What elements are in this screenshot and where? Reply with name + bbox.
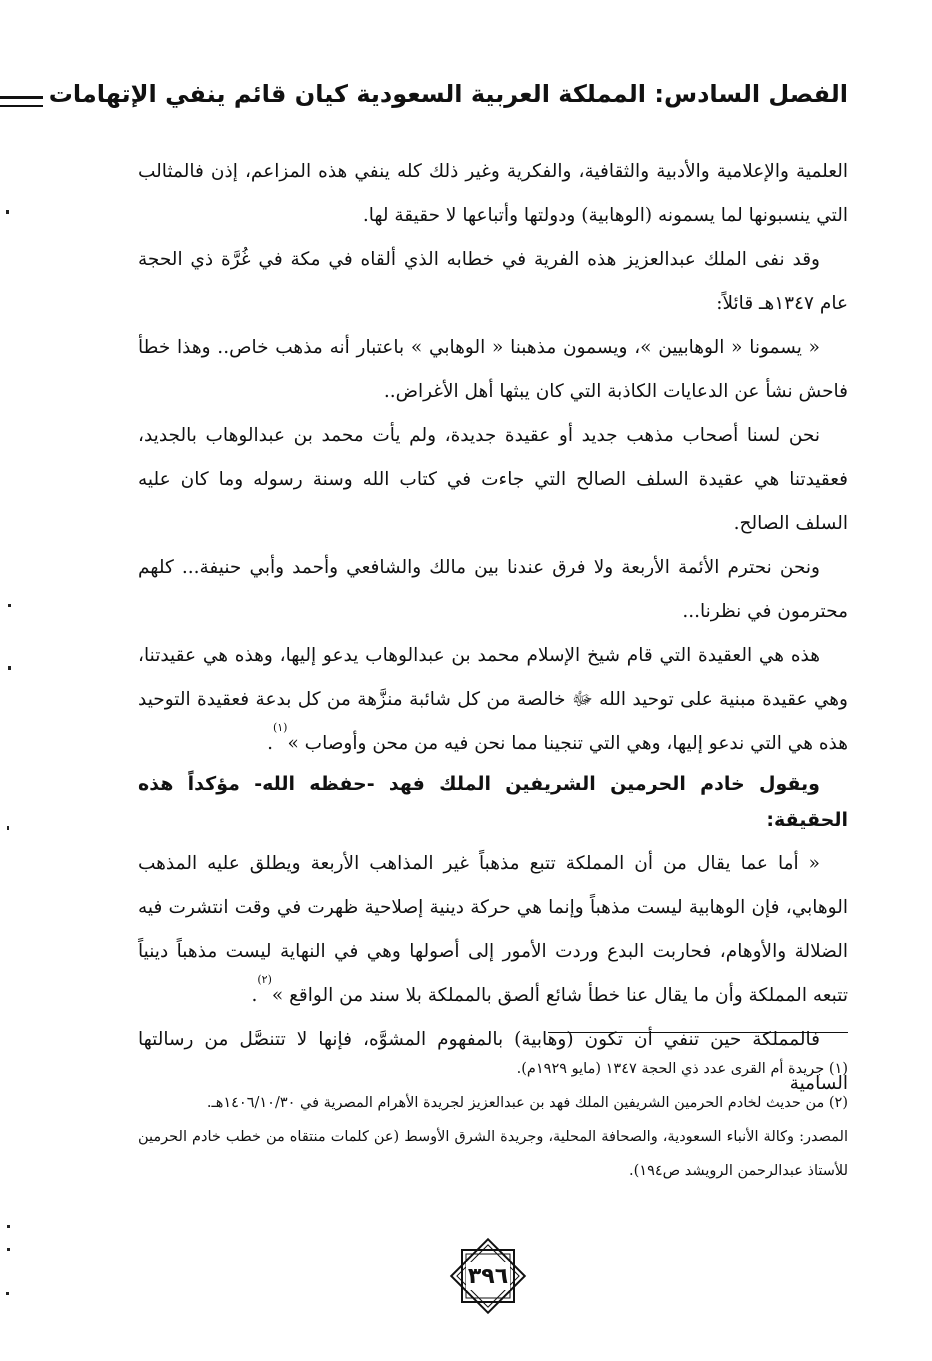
scan-mark — [7, 826, 9, 830]
footnotes — [138, 1052, 848, 1188]
header-rule — [0, 96, 43, 107]
scan-mark — [6, 1292, 9, 1295]
quote-paragraph: « أما عما يقال من أن المملكة تتبع مذهباً غير المذاهب الأربعة ويطلق عليه المذهب الوهابي، فإن الوهابية ليست مذهباً وإنما هي حركة دينية إصلاحية ظهرت في وقت انتشرت فيه الضلالة والأوهام، فحاربت البدع وردت الأمور إلى أصولها وهي في النهاية ليست مذهباً دينياً تتبعه المملكة وأن ما يقال عنا خطأ شائع ألصق بالمملكة بلا سند من الواقع »$^{(٢)}$. — [138, 853, 848, 1006]
footnote-divider — [548, 1032, 848, 1033]
quote-paragraph: « يسمونا « الوهابيين »، ويسمون مذهبنا « الوهابي » باعتبار أنه مذهب خاص.. وهذا خطأ فاحش نشأ عن الدعايات الكاذبة التي كان يبثها أهل الأغراض.. — [138, 337, 848, 402]
body-text — [138, 150, 848, 1106]
paragraph: العلمية والإعلامية والأدبية والثقافية، والفكرية وغير ذلك كله ينفي هذه المزاعم، إذن فالمثالب التي ينسبونها لما يسمونه (الوهابية) ودولتها وأتباعها لا حقيقة لها. — [138, 161, 848, 226]
scan-mark — [8, 666, 11, 670]
footnote-ref[interactable]: (١) — [272, 721, 288, 734]
footnote-item: (٢) من حديث لخادم الحرمين الشريفين الملك فهد بن عبدالعزيز لجريدة الأهرام المصرية في ١٤٠٦/١٠/٣٠هـ. — [206, 1095, 848, 1111]
scan-mark — [7, 1225, 10, 1228]
scan-mark — [7, 1248, 10, 1251]
page-number-badge — [446, 1234, 530, 1318]
footnote-source: المصدر: وكالة الأنباء السعودية، والصحافة المحلية، وجريدة الشرق الأوسط (عن كلمات منتقاه من خطب خادم الحرمين للأستاذ عبدالرحمن الرويشد ص١٩٤). — [138, 1129, 848, 1179]
quote-paragraph: ونحن نحترم الأئمة الأربعة ولا فرق عندنا بين مالك والشافعي وأحمد وأبي حنيفة... كلهم محترمون في نظرنا... — [138, 557, 848, 622]
quote-paragraph: نحن لسنا أصحاب مذهب جديد أو عقيدة جديدة، ولم يأت محمد بن عبدالوهاب بالجديد، فعقيدتنا هي عقيدة السلف الصالح التي جاءت في كتاب الله وسنة رسوله وما كان عليه السلف الصالح. — [138, 425, 848, 534]
scan-mark — [8, 604, 11, 607]
page-number: ٣٩٦ — [467, 1263, 509, 1289]
quote-paragraph: هذه هي العقيدة التي قام شيخ الإسلام محمد بن عبدالوهاب يدعو إليها، وهذه هي عقيدتنا، وهي عقيدة مبنية على توحيد الله ﷻ خالصة من كل شائبة منزَّهة من كل بدعة فعقيدة التوحيد هذه هي التي ندعو إليها، وهي التي تنجينا مما نحن فيه من محن وأوصاب »$^{(١)}$. — [138, 645, 848, 754]
paragraph: وقد نفى الملك عبدالعزيز هذه الفرية في خطابه الذي ألقاه في مكة في غُرَّة ذي الحجة عام ١٣٤٧هـ قائلاً: — [138, 249, 848, 314]
scan-mark — [6, 210, 9, 214]
footnote-item: (١) جريدة أم القرى عدد ذي الحجة ١٣٤٧ (مايو ١٩٢٩م). — [516, 1061, 848, 1077]
paragraph: فالمملكة حين تنفي أن تكون (وهابية) بالمفهوم المشوَّه، فإنها لا تتنصَّل من رسالتها السامية — [138, 1029, 848, 1094]
bold-intro-line: ويقول خادم الحرمين الشريفين الملك فهد -حفظه الله- مؤكداً هذه الحقيقة: — [138, 773, 848, 831]
running-header — [48, 80, 848, 108]
footnote-ref[interactable]: (٢) — [257, 973, 272, 986]
chapter-title: الفصل السادس: المملكة العربية السعودية كيان قائم ينفي الإتهامات — [48, 80, 848, 108]
